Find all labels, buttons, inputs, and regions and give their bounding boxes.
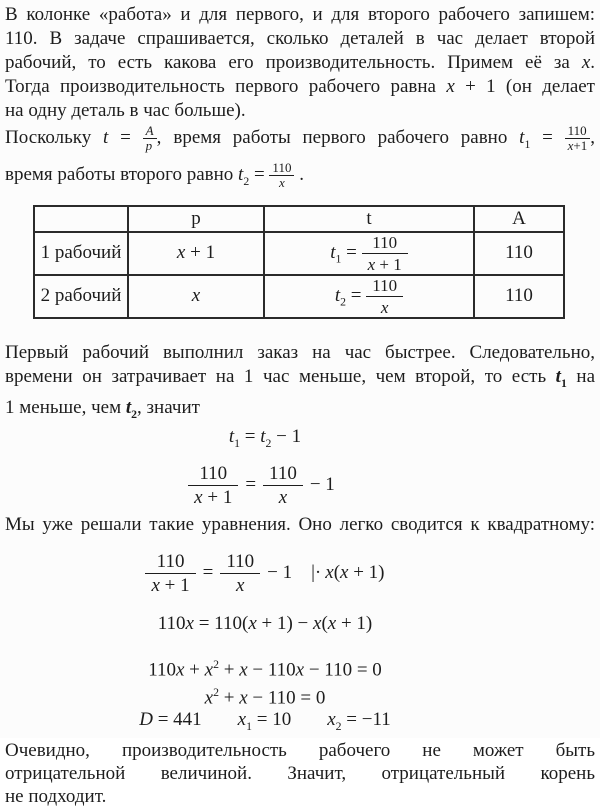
- equation-fractions: [5, 463, 525, 509]
- work-rate-table: [33, 205, 565, 319]
- fraction-denominator: [263, 486, 303, 508]
- fraction-110-over-x: [220, 551, 260, 597]
- text-segment: + 1: [185, 242, 216, 264]
- math-var-x: x: [380, 297, 389, 317]
- text-segment: + 1) −: [256, 613, 314, 635]
- math-var-x: x: [340, 561, 349, 583]
- text-segment: .: [590, 52, 595, 73]
- text-line: на одну деталь в час больше).: [5, 100, 246, 121]
- text-segment: + 1: [375, 254, 402, 274]
- cell-worker1-rate: [128, 232, 264, 275]
- math-var-t1: t: [228, 426, 235, 448]
- text-segment: + 1): [336, 613, 373, 635]
- text-segment: = −11: [341, 708, 391, 730]
- math-var-x: x: [581, 52, 591, 73]
- text-line: [5, 160, 595, 197]
- text-segment: − 110 = 0: [304, 659, 382, 681]
- text-segment: (: [321, 613, 328, 635]
- equals-sign: =: [530, 127, 565, 148]
- cell-worker2-work: 110: [474, 275, 564, 318]
- inline-fraction-110-over-x1: [565, 124, 591, 153]
- text-line: [5, 123, 595, 160]
- text-segment: Поскольку: [5, 127, 104, 148]
- fraction-numerator: 110: [362, 233, 408, 254]
- multiply-both-sides-sign: |·: [311, 561, 322, 583]
- root2-group: [327, 708, 391, 733]
- math-solution-document: [5, 3, 595, 808]
- text-segment: − 110 = 0: [247, 686, 326, 708]
- text-line: не подходит.: [5, 785, 107, 807]
- equals-sign: =: [108, 127, 143, 148]
- text-segment: время работы второго равно: [5, 163, 239, 185]
- math-var-t1-bold: t: [555, 365, 561, 387]
- fraction-numerator: 110: [188, 463, 238, 486]
- text-segment: на: [566, 365, 595, 387]
- math-var-x: x: [194, 487, 203, 509]
- math-var-D: D: [139, 708, 153, 730]
- math-var-t: t: [103, 127, 109, 148]
- math-var-t2: t: [238, 163, 244, 185]
- fraction-denominator: p: [145, 138, 153, 154]
- subscript: 1: [560, 376, 567, 390]
- text-segment: Тогда производительность первого рабочего равна: [5, 76, 447, 97]
- fraction-numerator: A: [143, 124, 157, 139]
- fraction-denominator: [188, 486, 238, 508]
- equals-sign: =: [249, 163, 270, 185]
- equals-sign: =: [240, 426, 261, 448]
- equals-sign: =: [202, 561, 214, 583]
- math-var-x: x: [325, 561, 334, 583]
- math-var-x: x: [239, 659, 248, 681]
- equals-sign: =: [346, 284, 367, 306]
- text-segment: + 1): [348, 561, 385, 583]
- subscript: 2: [340, 295, 347, 309]
- fraction-denominator: [362, 254, 408, 274]
- math-var-x: x: [313, 613, 322, 635]
- table-header-row: [34, 206, 564, 232]
- equals-sign: =: [245, 474, 257, 496]
- equation-multiply-through: [5, 551, 525, 597]
- math-var-t2: t: [334, 284, 341, 306]
- inline-fraction-110-over-x: [269, 161, 294, 190]
- table-row-worker1: [34, 232, 564, 275]
- fraction-denominator: [220, 574, 260, 596]
- text-segment: ,: [590, 127, 596, 148]
- cell-worker2-rate: [128, 275, 264, 318]
- header-cell-empty: [34, 206, 128, 232]
- paragraph-conclusion: [5, 739, 595, 808]
- text-line: [5, 51, 595, 75]
- fraction-numerator: 110: [145, 551, 195, 574]
- text-segment: = 10: [252, 708, 292, 730]
- math-var-x: x: [248, 613, 257, 635]
- equation-collect-terms: [5, 654, 525, 681]
- math-var-x: x: [239, 686, 248, 708]
- text-segment: = 110(: [193, 613, 249, 635]
- inline-fraction-A-over-p: [143, 124, 157, 153]
- text-line: Очевидно, производительность рабочего не может быть: [5, 739, 595, 761]
- text-segment: 110: [157, 613, 186, 635]
- cell-worker1-time: [264, 232, 474, 275]
- equals-sign: =: [341, 241, 362, 263]
- text-segment: = 441: [152, 708, 202, 730]
- text-segment: +: [218, 686, 240, 708]
- math-var-t1: t: [519, 127, 525, 148]
- text-segment: , значит: [137, 396, 200, 418]
- text-segment: .: [294, 163, 304, 185]
- text-segment: − 110: [247, 659, 296, 681]
- discriminant-group: [139, 709, 201, 730]
- text-segment: 1 меньше, чем: [5, 396, 126, 418]
- math-var-x: x: [278, 487, 288, 509]
- equation-expanded: [5, 612, 525, 636]
- text-line: [5, 75, 595, 99]
- text-segment: ,: [156, 127, 162, 148]
- text-line: В колонке «работа» и для первого, и для второго рабочего запишем:: [5, 4, 595, 25]
- subscript: 1: [246, 719, 252, 733]
- fraction-numerator: 110: [269, 161, 294, 176]
- math-var-x: x: [279, 174, 285, 190]
- math-var-t2-bold: t: [125, 396, 132, 418]
- math-var-x2: x: [327, 708, 336, 730]
- text-line: [5, 396, 595, 427]
- fraction-numerator: 110: [366, 276, 403, 297]
- subscript: 2: [265, 437, 272, 451]
- fraction-denominator: [565, 139, 591, 153]
- math-var-t1: t: [330, 241, 336, 263]
- math-var-x: x: [175, 659, 185, 681]
- text-line: Первый рабочий выполнил заказ на час быстрее. Следовательно,: [5, 341, 595, 363]
- fraction-denominator: [269, 176, 294, 190]
- fraction-110-over-x1: [362, 233, 408, 274]
- text-segment: + 1 (он делает: [454, 76, 595, 97]
- superscript: 2: [213, 685, 219, 699]
- header-cell-t: t: [264, 206, 474, 232]
- text-segment: − 1: [267, 561, 293, 583]
- fraction-denominator: [366, 297, 403, 317]
- table-row-worker2: [34, 275, 564, 318]
- subscript: 1: [524, 137, 531, 151]
- math-var-x: x: [176, 242, 186, 264]
- text-segment: (: [333, 561, 341, 583]
- paragraph-reasoning: [5, 341, 595, 427]
- math-var-t2: t: [260, 426, 266, 448]
- math-var-x: x: [204, 686, 214, 708]
- fraction-110-over-x: [263, 463, 303, 509]
- text-segment: время работы первого рабочего равно: [173, 127, 520, 148]
- text-line: [5, 365, 595, 396]
- subscript: 1: [234, 437, 241, 451]
- fraction-numerator: 110: [565, 124, 591, 139]
- text-segment: + 1: [159, 574, 190, 596]
- text-segment: +: [218, 659, 240, 681]
- math-var-x: x: [236, 574, 245, 596]
- text-segment: рабочий, то есть какова его производительность. Примем её за: [5, 52, 582, 73]
- math-var-x: x: [446, 76, 455, 97]
- math-var-x: x: [295, 659, 305, 681]
- paragraph-time-formula: [5, 123, 595, 197]
- text-segment: +1: [573, 138, 588, 154]
- fraction-110-over-x1: [188, 463, 238, 509]
- math-var-x: x: [191, 285, 201, 307]
- text-segment: − 1: [271, 426, 302, 448]
- subscript: 1: [335, 252, 342, 266]
- math-var-x: x: [367, 254, 376, 274]
- fraction-numerator: 110: [263, 463, 303, 486]
- root1-group: [237, 708, 292, 733]
- cell-worker2-label: 2 рабочий: [34, 275, 128, 318]
- text-segment: времени он затрачивает на 1 час меньше, чем второй, то есть: [5, 365, 556, 387]
- math-var-x1: x: [237, 708, 247, 730]
- header-cell-A: A: [474, 206, 564, 232]
- fraction-110-over-x: [366, 276, 403, 317]
- subscript: 2: [131, 407, 138, 421]
- text-segment: +: [184, 659, 205, 681]
- math-var-x: x: [204, 659, 214, 681]
- superscript: 2: [213, 658, 219, 672]
- equation-roots: [5, 709, 525, 738]
- text-segment: 110: [148, 659, 176, 681]
- text-line: 110. В задаче спрашивается, сколько деталей в час делает второй: [5, 28, 595, 49]
- equation-quadratic: [5, 682, 525, 709]
- math-var-x: x: [567, 138, 574, 154]
- subscript: 2: [243, 174, 250, 188]
- text-segment: + 1: [202, 487, 233, 509]
- cell-worker1-label: 1 рабочий: [34, 232, 128, 275]
- header-cell-p: p: [128, 206, 264, 232]
- text-segment: − 1: [309, 474, 335, 496]
- equation-t1-equals-t2-minus-1: [5, 426, 525, 455]
- math-var-x: x: [327, 613, 337, 635]
- cell-worker1-work: 110: [474, 232, 564, 275]
- math-var-x: x: [151, 574, 160, 596]
- paragraph-intro: [5, 3, 595, 123]
- subscript: 2: [335, 719, 342, 733]
- text-line: отрицательной величиной. Значит, отрицательный корень: [5, 762, 595, 784]
- fraction-denominator: [145, 574, 195, 596]
- cell-worker2-time: [264, 275, 474, 318]
- fraction-numerator: 110: [220, 551, 260, 574]
- math-var-x: x: [185, 613, 194, 635]
- fraction-110-over-x1: [145, 551, 195, 597]
- paragraph-note: Мы уже решали такие уравнения. Оно легко сводится к квадратному:: [5, 513, 595, 535]
